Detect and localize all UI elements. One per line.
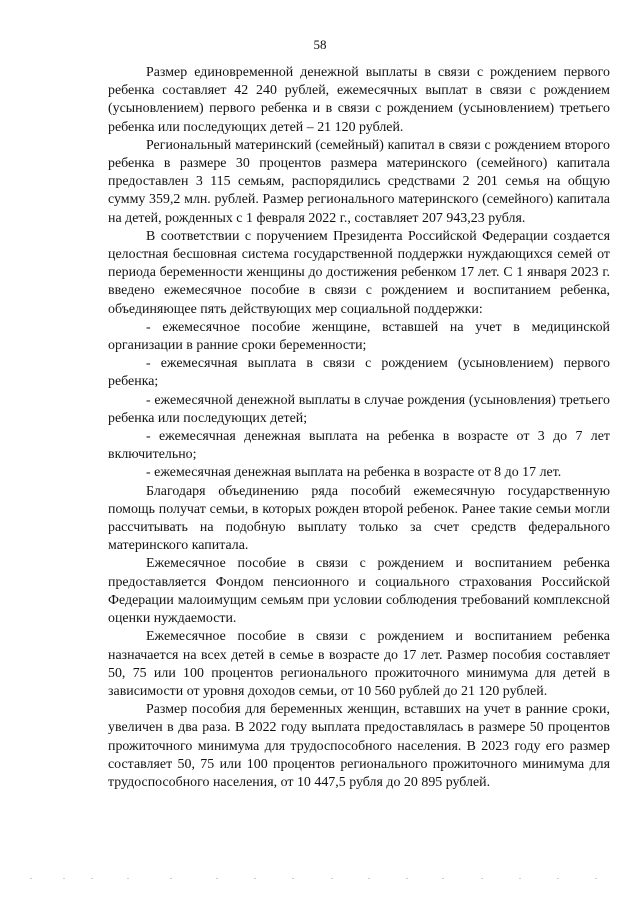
paragraph-social-fund: Ежемесячное пособие в связи с рождением и воспитанием ребенка предоставляется Фондом пенсионного и социального страхования Российской Федерации малоимущим семьям при условии соблюдения требований комплексной оценки нуждаемости. <box>108 556 610 627</box>
paragraph-second-child-families: Благодаря объединению ряда пособий ежемесячную государственную помощь получат семьи, в которых рожден второй ребенок. Ранее такие семьи могли рассчитывать на подобную выплату только за счет средств федерального материнского капитала. <box>108 483 610 554</box>
paragraph-unified-allowance: В соответствии с поручением Президента Российской Федерации создается целостная бесшовная система государственной поддержки нуждающихся семей от периода беременности женщины до достижения ребенком 17 лет. С 1 января 2023 г. введено ежемесячное пособие в связи с рождением и воспитанием ребенка, объединяющее пять действующих мер социальной поддержки: <box>108 228 610 317</box>
paragraph-allowance-amount: Ежемесячное пособие в связи с рождением и воспитанием ребенка назначается на всех детей в семье в возрасте до 17 лет. Размер пособия составляет 50, 75 или 100 процентов регионального прожиточного минимума для детей в зависимости от уровня доходов семьи, от 10 560 рублей до 21 120 рублей. <box>108 629 610 699</box>
paragraph-pregnant-women: Размер пособия для беременных женщин, вставших на учет в ранние сроки, увеличен в два раза. В 2022 году выплата предоставлялась в размере 50 процентов прожиточного минимума для трудоспособного населения. В 2023 году его размер составляет 50, 75 или 100 процентов регионального прожиточного минимума для трудоспособного населения, от 10 447,5 рубля до 20 895 рублей. <box>108 702 610 790</box>
list-item-8-to-17-payment: - ежемесячная денежная выплата на ребенка в возрасте от 8 до 17 лет. <box>146 465 562 481</box>
list-item-third-child-payment: - ежемесячной денежной выплаты в случае рождения (усыновления) третьего ребенка или последующих детей; <box>108 392 610 426</box>
paragraph-one-time-payment: Размер единовременной денежной выплаты в связи с рождением первого ребенка составляет 42 240 рублей, ежемесячных выплат в связи с рождением (усыновлением) первого ребенка и в связи с рождением (усыновлением) третьего ребенка или последующих детей – 21 120 рублей. <box>108 65 610 135</box>
scan-noise <box>30 878 610 884</box>
list-item-first-child-payment: - ежемесячная выплата в связи с рождением (усыновлением) первого ребенка; <box>108 356 610 390</box>
list-item-pregnancy-allowance: - ежемесячное пособие женщине, вставшей на учет в медицинской организации в ранние сроки беременности; <box>108 319 610 354</box>
list-item-3-to-7-payment: - ежемесячная денежная выплата на ребенка в возрасте от 3 до 7 лет включительно; <box>108 429 610 463</box>
document-body <box>108 64 610 792</box>
paragraph-regional-capital: Региональный материнский (семейный) капитал в связи с рождением второго ребенка в размере 30 процентов размера материнского (семейного) капитала предоставлен 3 115 семьям, распорядились средствами 2 201 семья на общую сумму 359,2 млн. рублей. Размер регионального материнского (семейного) капитала на детей, рожденных с 1 февраля 2022 г., составляет 207 943,23 рубля. <box>108 137 610 226</box>
page-number: 58 <box>313 37 327 52</box>
